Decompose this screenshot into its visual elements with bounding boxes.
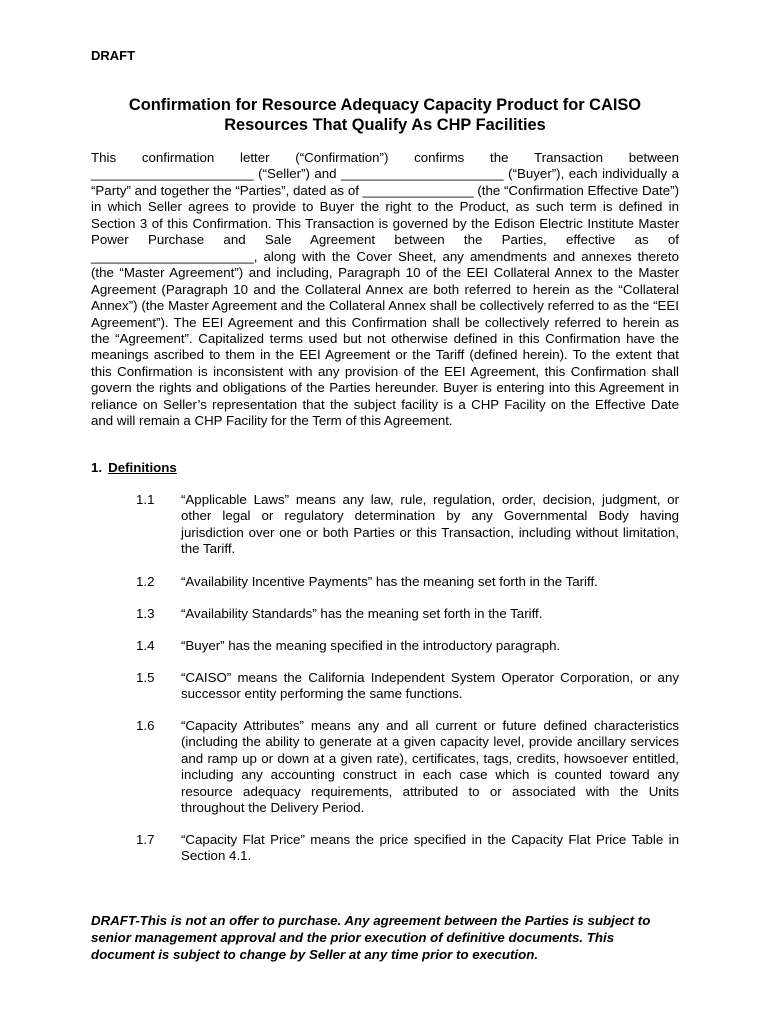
title-line-2: Resources That Qualify As CHP Facilities [224, 116, 546, 134]
draft-disclaimer: DRAFT-This is not an offer to purchase. Any agreement between the Parties is subject to senior management approval and the prior execution of definitive documents. This document is subject to change by Seller at any time prior to execution. [91, 913, 651, 962]
definition-item-1-2 [136, 574, 679, 590]
definition-number: 1.4 [136, 638, 155, 653]
definition-text: “Capacity Flat Price” means the price specified in the Capacity Flat Price Table in Section 4.1. [181, 832, 679, 864]
title-line-1: Confirmation for Resource Adequacy Capacity Product for CAISO [128, 96, 642, 114]
section-heading-definitions [91, 460, 177, 476]
definition-item-1-7 [136, 832, 679, 865]
definition-number: 1.2 [136, 574, 155, 589]
definition-number: 1.3 [136, 606, 155, 621]
definition-text: “Availability Standards” has the meaning set forth in the Tariff. [181, 606, 543, 621]
definition-text: “Applicable Laws” means any law, rule, regulation, order, decision, judgment, or other legal or regulatory determination by any Governmental Body having jurisdiction over one or both Parties or this Transaction, including without limitation, the Tariff. [181, 492, 679, 557]
definition-item-1-3 [136, 606, 679, 622]
document-title [91, 95, 679, 135]
definition-text: “CAISO” means the California Independent System Operator Corporation, or any successor entity performing the same functions. [181, 670, 679, 702]
definition-item-1-4 [136, 638, 679, 654]
definition-item-1-1 [136, 492, 679, 558]
definition-text: “Availability Incentive Payments” has the meaning set forth in the Tariff. [181, 574, 598, 589]
section-number: 1. [91, 460, 103, 475]
definition-number: 1.6 [136, 718, 155, 733]
definition-text: “Capacity Attributes” means any and all current or future defined characteristics (including the ability to generate at a given capacity level, provide ancillary services and ramp up or down at a given rate), certificates, tags, credits, howsoever entitled, including any accounting construct in each case which is counted toward any resource adequacy requirements, attributed to or associated with the Units throughout the Delivery Period. [181, 718, 679, 816]
intro-paragraph: This confirmation letter (“Confirmation”) confirms the Transaction between ______________________ (“Seller”) and ______________________ (“Buyer”), each individually a “Party” and together the “Parties”, dated as of _______________ (the “Confirmation Effective Date”) in which Seller agrees to provide to Buyer the right to the Product, as such term is defined in Section 3 of this Confirmation. This Transaction is governed by the Edison Electric Institute Master Power Purchase and Sale Agreement between the Parties, effective as of ______________________, along with the Cover Sheet, any amendments and annexes thereto (the “Master Agreement”) and including, Paragraph 10 of the EEI Collateral Annex to the Master Agreement (Paragraph 10 and the Collateral Annex are both referred to herein as the “Collateral Annex”) (the Master Agreement and the Collateral Annex shall be collectively referred to as the “EEI Agreement”). The EEI Agreement and this Confirmation shall be collectively referred to herein as the “Agreement”. Capitalized terms used but not otherwise defined in this Confirmation have the meanings ascribed to them in the EEI Agreement or the Tariff (defined herein). To the extent that this Confirmation is inconsistent with any provision of the EEI Agreement, this Confirmation shall govern the rights and obligations of the Parties hereunder. Buyer is entering into this Agreement in reliance on Seller’s representation that the subject facility is a CHP Facility on the Effective Date and will remain a CHP Facility for the Term of this Agreement. [91, 150, 679, 429]
definition-item-1-5 [136, 670, 679, 703]
definition-text: “Buyer” has the meaning specified in the introductory paragraph. [181, 638, 561, 653]
draft-label: DRAFT [91, 48, 136, 63]
definition-number: 1.5 [136, 670, 155, 685]
section-title: Definitions [108, 460, 177, 475]
definition-number: 1.1 [136, 492, 155, 507]
definition-number: 1.7 [136, 832, 155, 847]
definition-item-1-6 [136, 718, 679, 817]
